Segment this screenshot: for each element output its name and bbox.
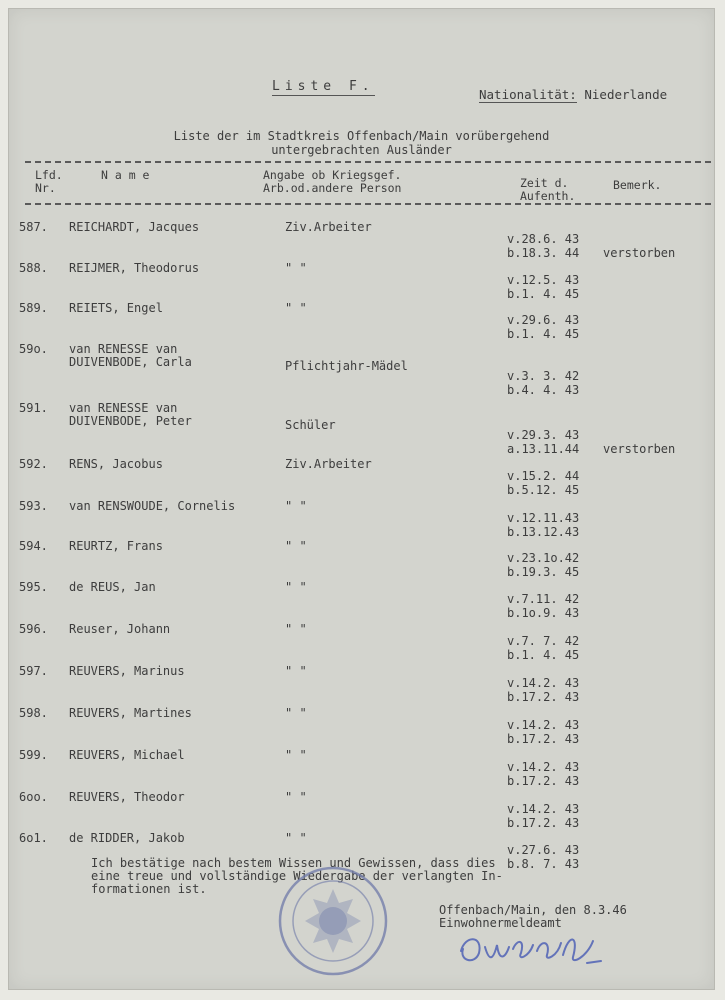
entry-name: REUVERS, Theodor [69, 790, 185, 804]
entry-person-type: " " [285, 831, 307, 845]
entry-remark: verstorben [603, 442, 676, 456]
entry-date-to: b.17.2. 43 [507, 690, 580, 704]
entry-name: REICHARDT, Jacques [69, 220, 200, 234]
entry-date-from: v.29.3. 43 [507, 428, 580, 442]
nationality [479, 87, 667, 102]
nationality-value: Niederlande [584, 87, 668, 102]
entry-date-to: b.17.2. 43 [507, 774, 580, 788]
entry-date-from: v.7.11. 42 [507, 592, 580, 606]
entry-name: van RENESSE van [69, 401, 178, 415]
entry-person-type: Pflichtjahr-Mädel [285, 359, 408, 373]
entry-name: REIETS, Engel [69, 301, 163, 315]
entry-date-from: v.14.2. 43 [507, 802, 580, 816]
entry-number: 594. [19, 539, 48, 553]
entry-person-type: Ziv.Arbeiter [285, 220, 372, 234]
document-subtitle [9, 129, 714, 157]
entry-date-to: b.18.3. 44 [507, 246, 580, 260]
entry-number: 6o1. [19, 831, 48, 845]
entry-date-from: v.23.1o.42 [507, 551, 580, 565]
column-header-name: N a m e [101, 168, 150, 182]
entry-number: 599. [19, 748, 48, 762]
entry-date-from: v.12.5. 43 [507, 273, 580, 287]
place-date: Offenbach/Main, den 8.3.46 [439, 903, 627, 917]
column-header-nr: Lfd. Nr. [35, 168, 63, 195]
entry-number: 592. [19, 457, 48, 471]
entry-person-type: " " [285, 261, 307, 275]
official-seal-stamp [277, 865, 389, 977]
entry-number: 595. [19, 580, 48, 594]
entry-name-continued: DUIVENBODE, Carla [69, 355, 192, 369]
entry-name: Reuser, Johann [69, 622, 171, 636]
entry-name: van RENSWOUDE, Cornelis [69, 499, 236, 513]
handwritten-signature [455, 927, 605, 969]
entry-date-to: b.5.12. 45 [507, 483, 580, 497]
entry-date-to: b.19.3. 45 [507, 565, 580, 579]
entry-date-from: v.14.2. 43 [507, 760, 580, 774]
entry-name: de REUS, Jan [69, 580, 156, 594]
entry-date-to: b.1. 4. 45 [507, 648, 580, 662]
subtitle-line-2: untergebrachten Ausländer [271, 143, 452, 157]
entry-number: 588. [19, 261, 48, 275]
nationality-label: Nationalität: [479, 87, 577, 102]
entry-number: 593. [19, 499, 48, 513]
entry-date-from: v.28.6. 43 [507, 232, 580, 246]
entry-date-to: b.4. 4. 43 [507, 383, 580, 397]
column-header-remarks: Bemerk. [613, 178, 662, 192]
entry-date-to: b.8. 7. 43 [507, 857, 580, 871]
entry-person-type: " " [285, 580, 307, 594]
document-title: Liste F. [272, 79, 375, 94]
header-rule-top [25, 161, 711, 163]
entry-number: 59o. [19, 342, 48, 356]
entry-date-to: b.17.2. 43 [507, 816, 580, 830]
entry-number: 598. [19, 706, 48, 720]
entry-number: 597. [19, 664, 48, 678]
entry-name: REIJMER, Theodorus [69, 261, 200, 275]
entry-date-to: b.1o.9. 43 [507, 606, 580, 620]
entry-number: 587. [19, 220, 48, 234]
entry-person-type: Schüler [285, 418, 336, 432]
entry-number: 596. [19, 622, 48, 636]
column-header-time: Zeit d. Aufenth. [520, 176, 576, 203]
entry-date-from: v.3. 3. 42 [507, 369, 580, 383]
entry-person-type: " " [285, 539, 307, 553]
entry-person-type: " " [285, 301, 307, 315]
document-page [8, 8, 715, 990]
entry-date-to: b.1. 4. 45 [507, 287, 580, 301]
subtitle-line-1: Liste der im Stadtkreis Offenbach/Main vorübergehend [173, 129, 550, 143]
entry-person-type: " " [285, 790, 307, 804]
entry-name: REUVERS, Marinus [69, 664, 185, 678]
entry-name: REUVERS, Martines [69, 706, 192, 720]
entry-date-to: a.13.11.44 [507, 442, 580, 456]
entry-date-from: v.7. 7. 42 [507, 634, 580, 648]
entry-number: 589. [19, 301, 48, 315]
entry-remark: verstorben [603, 246, 676, 260]
entry-date-from: v.29.6. 43 [507, 313, 580, 327]
certification-text: Ich bestätige nach bestem Wissen und Gewissen, dass dies eine treue und vollständige Wiedergabe der verlangten In- formationen ist. [91, 856, 503, 896]
entry-date-from: v.15.2. 44 [507, 469, 580, 483]
entry-date-from: v.14.2. 43 [507, 676, 580, 690]
entry-date-from: v.27.6. 43 [507, 843, 580, 857]
entry-person-type: " " [285, 622, 307, 636]
header-rule-bottom [25, 203, 711, 205]
entry-date-from: v.14.2. 43 [507, 718, 580, 732]
entry-name-continued: DUIVENBODE, Peter [69, 414, 192, 428]
entry-date-to: b.17.2. 43 [507, 732, 580, 746]
entry-person-type: " " [285, 706, 307, 720]
entry-name: REURTZ, Frans [69, 539, 163, 553]
column-header-type: Angabe ob Kriegsgef. Arb.od.andere Person [263, 168, 402, 195]
entry-name: RENS, Jacobus [69, 457, 163, 471]
entry-date-from: v.12.11.43 [507, 511, 580, 525]
entry-person-type: " " [285, 664, 307, 678]
entry-date-to: b.1. 4. 45 [507, 327, 580, 341]
issuing-office: Einwohnermeldeamt [439, 916, 562, 930]
entry-number: 591. [19, 401, 48, 415]
entry-number: 6oo. [19, 790, 48, 804]
entry-person-type: Ziv.Arbeiter [285, 457, 372, 471]
entry-person-type: " " [285, 748, 307, 762]
entry-person-type: " " [285, 499, 307, 513]
entry-date-to: b.13.12.43 [507, 525, 580, 539]
entry-name: van RENESSE van [69, 342, 178, 356]
entry-name: REUVERS, Michael [69, 748, 185, 762]
entry-name: de RIDDER, Jakob [69, 831, 185, 845]
